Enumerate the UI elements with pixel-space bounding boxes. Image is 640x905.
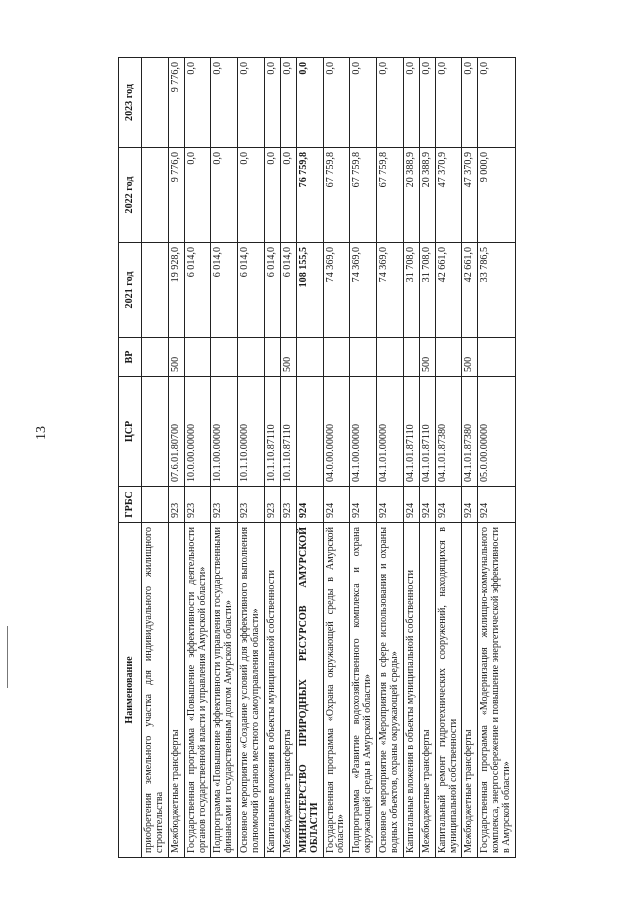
cell-2021: 6 014,0 — [265, 243, 281, 338]
cell-vr — [323, 338, 350, 377]
cell-2022: 0,0 — [184, 148, 211, 243]
cell-2021: 6 014,0 — [238, 243, 265, 338]
table-row — [377, 58, 404, 858]
cell-grbs: 924 — [296, 487, 323, 523]
cell-csr — [296, 377, 323, 487]
cell-csr: 04.1.01.00000 — [377, 377, 404, 487]
table-row — [350, 58, 377, 858]
cell-vr: 500 — [168, 338, 184, 377]
cell-2021: 33 786,5 — [478, 243, 516, 338]
header-csr: ЦСР — [119, 377, 142, 487]
cell-2022: 67 759,8 — [350, 148, 377, 243]
header-name: Наименование — [119, 523, 142, 858]
cell-grbs: 923 — [211, 487, 238, 523]
cell-2023: 0,0 — [462, 58, 478, 148]
cell-name: МИНИСТЕРСТВО ПРИРОДНЫХ РЕСУРСОВ АМУРСКОЙ ОБЛАСТИ — [296, 523, 323, 858]
cell-2022: 20 388,9 — [403, 148, 419, 243]
cell-2022: 47 370,9 — [462, 148, 478, 243]
cell-grbs: 924 — [419, 487, 435, 523]
cell-csr: 04.1.00.00000 — [350, 377, 377, 487]
table-row — [435, 58, 462, 858]
header-2023: 2023 год — [119, 58, 142, 148]
cell-2022: 0,0 — [280, 148, 296, 243]
cell-csr — [142, 377, 169, 487]
cell-name: Государственная программа «Модернизация жилищно-коммунального комплекса, энергосбережение и повышение энергетической эффективности в Амурской области» — [478, 523, 516, 858]
cell-name: приобретения земельного участка для индивидуального жилищного строительства — [142, 523, 169, 858]
cell-2022: 9 000,0 — [478, 148, 516, 243]
cell-name: Межбюджетные трансферты — [168, 523, 184, 858]
cell-grbs: 924 — [403, 487, 419, 523]
cell-2021: 74 369,0 — [323, 243, 350, 338]
cell-2021 — [142, 243, 169, 338]
cell-2023: 9 776,0 — [168, 58, 184, 148]
cell-2023: 0,0 — [238, 58, 265, 148]
cell-2021: 6 014,0 — [211, 243, 238, 338]
cell-grbs: 923 — [265, 487, 281, 523]
table-row — [478, 58, 516, 858]
cell-csr: 10.1.10.87110 — [280, 377, 296, 487]
table-row — [403, 58, 419, 858]
cell-vr — [403, 338, 419, 377]
cell-2021: 74 369,0 — [350, 243, 377, 338]
cell-2021: 6 014,0 — [280, 243, 296, 338]
scan-edge-mark — [7, 626, 8, 688]
cell-vr — [265, 338, 281, 377]
cell-2023: 0,0 — [184, 58, 211, 148]
cell-2022: 20 388,9 — [419, 148, 435, 243]
cell-csr: 10.1.10.87110 — [265, 377, 281, 487]
table-row — [296, 58, 323, 858]
cell-2023: 0,0 — [296, 58, 323, 148]
cell-vr — [211, 338, 238, 377]
header-2022: 2022 год — [119, 148, 142, 243]
cell-csr: 10.0.00.00000 — [184, 377, 211, 487]
cell-2023: 0,0 — [403, 58, 419, 148]
cell-vr: 500 — [419, 338, 435, 377]
cell-name: Подпрограмма «Развитие водохозяйственного комплекса и охрана окружающей среды в Амурской области» — [350, 523, 377, 858]
cell-2022: 47 370,9 — [435, 148, 462, 243]
table-body — [142, 58, 516, 858]
cell-2023: 0,0 — [211, 58, 238, 148]
cell-vr: 500 — [462, 338, 478, 377]
table-row — [184, 58, 211, 858]
table-row — [280, 58, 296, 858]
cell-grbs: 924 — [478, 487, 516, 523]
cell-csr: 04.1.01.87110 — [419, 377, 435, 487]
cell-2022: 67 759,8 — [377, 148, 404, 243]
cell-grbs: 924 — [323, 487, 350, 523]
cell-2023: 0,0 — [377, 58, 404, 148]
cell-name: Основное мероприятие «Мероприятия в сфере использования и охраны водных объектов, охраны окружающей среды» — [377, 523, 404, 858]
cell-csr: 05.0.00.00000 — [478, 377, 516, 487]
cell-name: Подпрограмма «Повышение эффективности управления государственными финансами и государственным долгом Амурской области» — [211, 523, 238, 858]
table-header-row — [119, 58, 142, 858]
cell-grbs: 924 — [350, 487, 377, 523]
cell-2021: 42 661,0 — [435, 243, 462, 338]
cell-2023 — [142, 58, 169, 148]
cell-2021: 19 928,0 — [168, 243, 184, 338]
cell-grbs: 924 — [435, 487, 462, 523]
cell-2023: 0,0 — [350, 58, 377, 148]
cell-vr — [377, 338, 404, 377]
cell-vr — [435, 338, 462, 377]
cell-csr: 10.1.10.00000 — [238, 377, 265, 487]
cell-grbs: 923 — [168, 487, 184, 523]
cell-grbs: 923 — [184, 487, 211, 523]
cell-csr: 04.1.01.87110 — [403, 377, 419, 487]
cell-csr: 04.1.01.87380 — [462, 377, 478, 487]
cell-name: Капитальный ремонт гидротехнических сооружений, находящихся в муниципальной собственности — [435, 523, 462, 858]
cell-2021: 74 369,0 — [377, 243, 404, 338]
cell-2023: 0,0 — [419, 58, 435, 148]
cell-name: Межбюджетные трансферты — [280, 523, 296, 858]
budget-table — [118, 57, 516, 858]
cell-vr — [184, 338, 211, 377]
cell-grbs: 923 — [238, 487, 265, 523]
table-row — [238, 58, 265, 858]
cell-name: Государственная программа «Охрана окружающей среды в Амурской области» — [323, 523, 350, 858]
cell-name: Капитальные вложения в объекты муниципальной собственности — [265, 523, 281, 858]
budget-table-container — [118, 58, 608, 858]
cell-vr — [296, 338, 323, 377]
cell-2021: 108 155,5 — [296, 243, 323, 338]
cell-name: Капитальные вложения в объекты муниципальной собственности — [403, 523, 419, 858]
cell-grbs — [142, 487, 169, 523]
table-row — [462, 58, 478, 858]
cell-name: Государственная программа «Повышение эффективности деятельности органов государственной власти и управления Амурской области» — [184, 523, 211, 858]
cell-2021: 31 708,0 — [419, 243, 435, 338]
page-number: 13 — [34, 426, 49, 440]
cell-vr — [478, 338, 516, 377]
cell-vr — [350, 338, 377, 377]
header-vr: ВР — [119, 338, 142, 377]
cell-grbs: 924 — [377, 487, 404, 523]
cell-grbs: 924 — [462, 487, 478, 523]
cell-2022: 0,0 — [238, 148, 265, 243]
cell-2021: 6 014,0 — [184, 243, 211, 338]
cell-grbs: 923 — [280, 487, 296, 523]
cell-2022: 67 759,8 — [323, 148, 350, 243]
cell-vr — [142, 338, 169, 377]
cell-2022: 9 776,0 — [168, 148, 184, 243]
cell-2022: 0,0 — [211, 148, 238, 243]
cell-vr: 500 — [280, 338, 296, 377]
table-row — [323, 58, 350, 858]
cell-csr: 04.1.01.87380 — [435, 377, 462, 487]
table-row — [211, 58, 238, 858]
cell-2022: 76 759,8 — [296, 148, 323, 243]
cell-2023: 0,0 — [265, 58, 281, 148]
table-row — [168, 58, 184, 858]
cell-name: Основное мероприятие «Создание условий для эффективного выполнения полномочий органов местного самоуправления области» — [238, 523, 265, 858]
cell-2023: 0,0 — [435, 58, 462, 148]
table-row — [142, 58, 169, 858]
cell-csr: 04.0.00.00000 — [323, 377, 350, 487]
cell-vr — [238, 338, 265, 377]
cell-csr: 10.1.00.00000 — [211, 377, 238, 487]
table-row — [265, 58, 281, 858]
table-row — [419, 58, 435, 858]
cell-2023: 0,0 — [323, 58, 350, 148]
cell-2021: 31 708,0 — [403, 243, 419, 338]
cell-2022: 0,0 — [265, 148, 281, 243]
cell-2023: 0,0 — [280, 58, 296, 148]
cell-2022 — [142, 148, 169, 243]
cell-name: Межбюджетные трансферты — [462, 523, 478, 858]
cell-2023: 0,0 — [478, 58, 516, 148]
header-2021: 2021 год — [119, 243, 142, 338]
cell-csr: 07.6.01.80700 — [168, 377, 184, 487]
cell-name: Межбюджетные трансферты — [419, 523, 435, 858]
cell-2021: 42 661,0 — [462, 243, 478, 338]
header-grbs: ГРБС — [119, 487, 142, 523]
